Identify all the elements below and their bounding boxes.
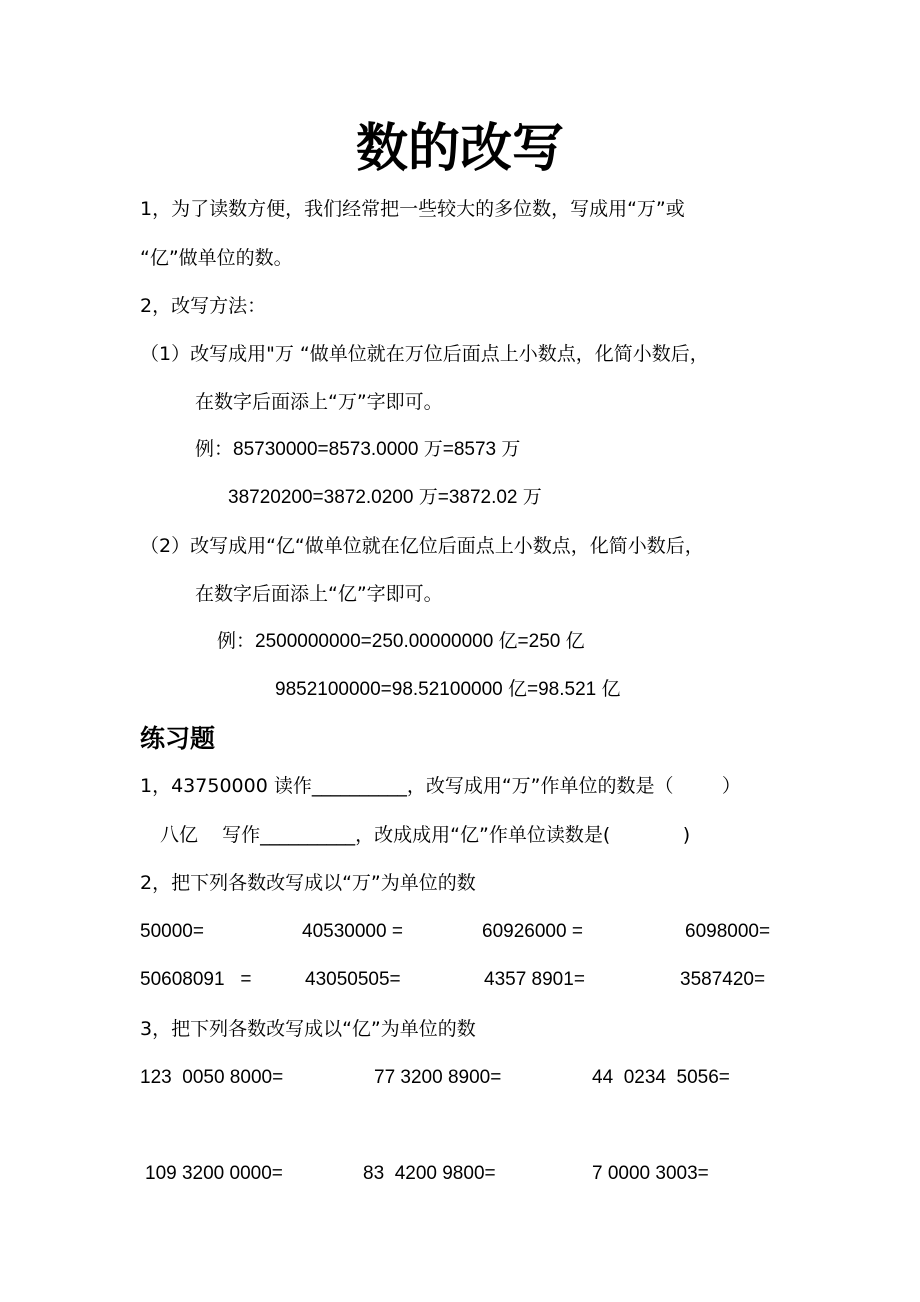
page-title: 数的改写 bbox=[355, 118, 564, 179]
exercise-3-item: 7 0000 3003= bbox=[592, 1163, 709, 1184]
method-yi-line-1: （2）改写成用“亿“做单位就在亿位后面点上小数点，化简小数后， bbox=[140, 535, 704, 557]
exercise-3-item: 109 3200 0000= bbox=[145, 1163, 283, 1184]
exercise-2-item: 60926000 = bbox=[482, 921, 583, 942]
exercise-2-item: 43050505= bbox=[305, 969, 401, 990]
exercise-1-line-2: 八亿 写作__________，改成成用“亿”作单位读数是( ) bbox=[160, 824, 691, 846]
exercise-2-item: 3587420= bbox=[680, 969, 766, 990]
method-yi-example-2: 9852100000=98.52100000 亿=98.521 亿 bbox=[275, 679, 621, 700]
exercise-3-item: 123 0050 8000= bbox=[140, 1067, 284, 1088]
method-wan-line-2: 在数字后面添上“万”字即可。 bbox=[195, 391, 443, 413]
exercise-2-item: 50000= bbox=[140, 921, 204, 942]
exercise-2-item: 4357 8901= bbox=[484, 969, 585, 990]
exercise-3-item: 83 4200 9800= bbox=[363, 1163, 496, 1184]
method-heading: 2，改写方法： bbox=[140, 295, 267, 317]
method-yi-line-2: 在数字后面添上“亿”字即可。 bbox=[195, 583, 443, 605]
exercise-2-item: 50608091 = bbox=[140, 969, 252, 990]
exercise-2-heading: 2，把下列各数改写成以“万”为单位的数 bbox=[140, 872, 476, 894]
exercise-2-item: 6098000= bbox=[685, 921, 771, 942]
exercise-2-item: 40530000 = bbox=[302, 921, 403, 942]
method-wan-example-1: 例：85730000=8573.0000 万=8573 万 bbox=[195, 439, 521, 460]
intro-line-2: “亿”做单位的数。 bbox=[140, 247, 293, 269]
method-yi-example-1: 例：2500000000=250.00000000 亿=250 亿 bbox=[217, 631, 585, 652]
exercise-3-item: 44 0234 5056= bbox=[592, 1067, 730, 1088]
exercise-1-line-1: 1，43750000 读作__________，改写成用“万”作单位的数是（ ） bbox=[140, 775, 741, 797]
exercises-heading: 练习题 bbox=[140, 724, 216, 753]
exercise-3-item: 77 3200 8900= bbox=[374, 1067, 502, 1088]
method-wan-example-2: 38720200=3872.0200 万=3872.02 万 bbox=[228, 487, 542, 508]
method-wan-line-1: （1）改写成用"万 “做单位就在万位后面点上小数点，化简小数后， bbox=[140, 343, 709, 365]
exercise-3-heading: 3，把下列各数改写成以“亿”为单位的数 bbox=[140, 1018, 476, 1040]
intro-line-1: 1，为了读数方便，我们经常把一些较大的多位数，写成用“万”或 bbox=[140, 198, 685, 220]
